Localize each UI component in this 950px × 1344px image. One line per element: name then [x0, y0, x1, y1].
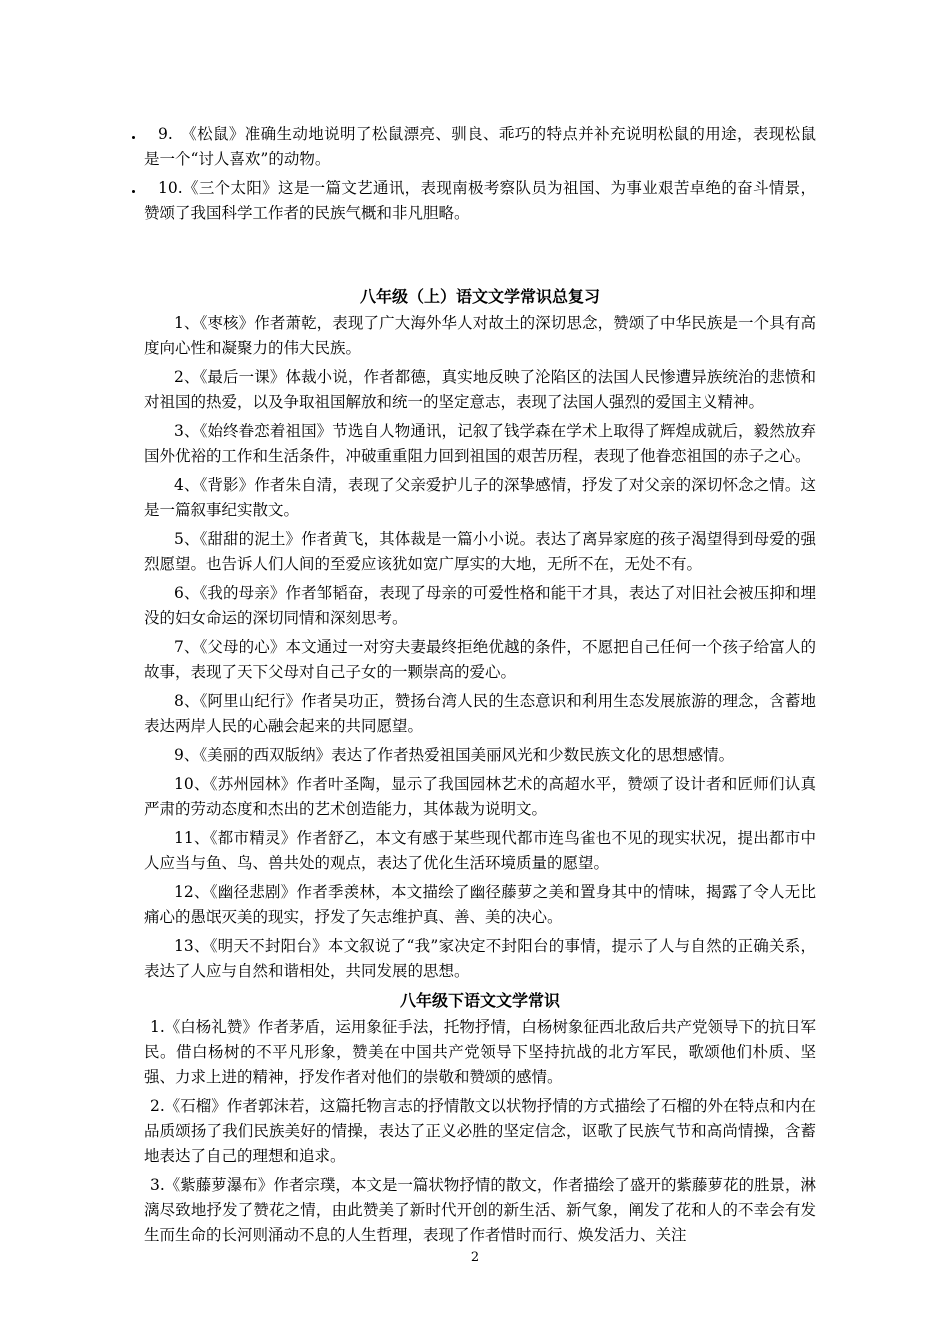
section1-item-6: 6、《我的母亲》作者邹韬奋，表现了母亲的可爱性格和能干才具，表达了对旧社会被压抑和埋没的妇女命运的深切同情和深刻思考。	[144, 584, 816, 627]
section1-item-4: 4、《背影》作者朱自清，表现了父亲爱护儿子的深挚感情，抒发了对父亲的深切怀念之情。这是一篇叙事纪实散文。	[144, 476, 816, 519]
section1-item-2: 2、《最后一课》体裁小说，作者都德，真实地反映了沦陷区的法国人民惨遭异族统治的悲愤和对祖国的热爱，以及争取祖国解放和统一的坚定意志，表现了法国人强烈的爱国主义精神。	[144, 368, 816, 411]
page-number: 2	[470, 1250, 480, 1265]
margin-dot	[132, 190, 135, 193]
section1-item-12: 12、《幽径悲剧》作者季羡林，本文描绘了幽径藤萝之美和置身其中的情味，揭露了令人无比痛心的愚氓灭美的现实，抒发了矢志维护真、善、美的决心。	[144, 883, 816, 926]
section1-item-7: 7、《父母的心》本文通过一对穷夫妻最终拒绝优越的条件，不愿把自己任何一个孩子给富人的故事，表现了天下父母对自己子女的一颗崇高的爱心。	[144, 638, 816, 681]
section2-item-2: 2.《石榴》作者郭沫若，这篇托物言志的抒情散文以状物抒情的方式描绘了石榴的外在特点和内在品质颂扬了我们民族美好的情操，表达了正义必胜的坚定信念，讴歌了民族气节和高尚情操，含蓄地表达了自己的理想和追求。	[144, 1097, 816, 1165]
section1-item-10: 10、《苏州园林》作者叶圣陶，显示了我国园林艺术的高超水平，赞颂了设计者和匠师们认真严肃的劳动态度和杰出的艺术创造能力，其体裁为说明文。	[144, 775, 816, 818]
section-spacer	[144, 230, 816, 284]
page-content	[144, 122, 816, 1252]
section1-item-13: 13、《明天不封阳台》本文叙说了“我”家决定不封阳台的事情，提示了人与自然的正确关系，表达了人应与自然和谐相处，共同发展的思想。	[144, 937, 816, 980]
section1-item-11: 11、《都市精灵》作者舒乙，本文有感于某些现代都市连鸟雀也不见的现实状况，提出都市中人应当与鱼、鸟、兽共处的观点，表达了优化生活环境质量的愿望。	[144, 829, 816, 872]
section1-item-5: 5、《甜甜的泥土》作者黄飞，其体裁是一篇小小说。表达了离异家庭的孩子渴望得到母爱的强烈愿望。也告诉人们人间的至爱应该犹如宽广厚实的大地，无所不在，无处不有。	[144, 530, 816, 573]
section2-item-3: 3.《紫藤萝瀑布》作者宗璞，本文是一篇状物抒情的散文，作者描绘了盛开的紫藤萝花的胜景，淋漓尽致地抒发了赞花之情，由此赞美了新时代开创的新生活、新气象，阐发了花和人的不幸会有发生而生命的长河则涌动不息的人生哲理，表现了作者惜时而行、焕发活力、关注	[144, 1176, 816, 1244]
top-item-10: 10.《三个太阳》这是一篇文艺通讯，表现南极考察队员为祖国、为事业艰苦卓绝的奋斗情景，赞颂了我国科学工作者的民族气概和非凡胆略。	[144, 176, 816, 226]
margin-dot	[132, 136, 135, 139]
section-title-grade8-upper: 八年级（上）语文文学常识总复习	[359, 287, 600, 306]
section1-item-3: 3、《始终眷恋着祖国》节选自人物通讯，记叙了钱学森在学术上取得了辉煌成就后，毅然放弃国外优裕的工作和生活条件，冲破重重阻力回到祖国的艰苦历程，表现了他眷恋祖国的赤子之心。	[144, 422, 816, 465]
section2-item-1: 1.《白杨礼赞》作者茅盾，运用象征手法，托物抒情，白杨树象征西北敌后共产党领导下的抗日军民。借白杨树的不平凡形象，赞美在中国共产党领导下坚持抗战的北方军民，歌颂他们朴质、坚强、力求上进的精神，抒发作者对他们的崇敬和赞颂的感情。	[144, 1018, 816, 1086]
section-title-grade8-lower: 八年级下语文文学常识	[399, 991, 560, 1010]
section1-item-9: 9、《美丽的西双版纳》表达了作者热爱祖国美丽风光和少数民族文化的思想感情。	[174, 746, 735, 764]
section1-item-1: 1、《枣核》作者萧乾，表现了广大海外华人对故土的深切思念，赞颂了中华民族是一个具有高度向心性和凝聚力的伟大民族。	[144, 314, 816, 357]
section1-item-8: 8、《阿里山纪行》作者吴功正，赞扬台湾人民的生态意识和利用生态发展旅游的理念，含蓄地表达两岸人民的心融会起来的共同愿望。	[144, 692, 816, 735]
top-item-9: 9. 《松鼠》准确生动地说明了松鼠漂亮、驯良、乖巧的特点并补充说明松鼠的用途，表现松鼠是一个“讨人喜欢”的动物。	[144, 122, 816, 172]
